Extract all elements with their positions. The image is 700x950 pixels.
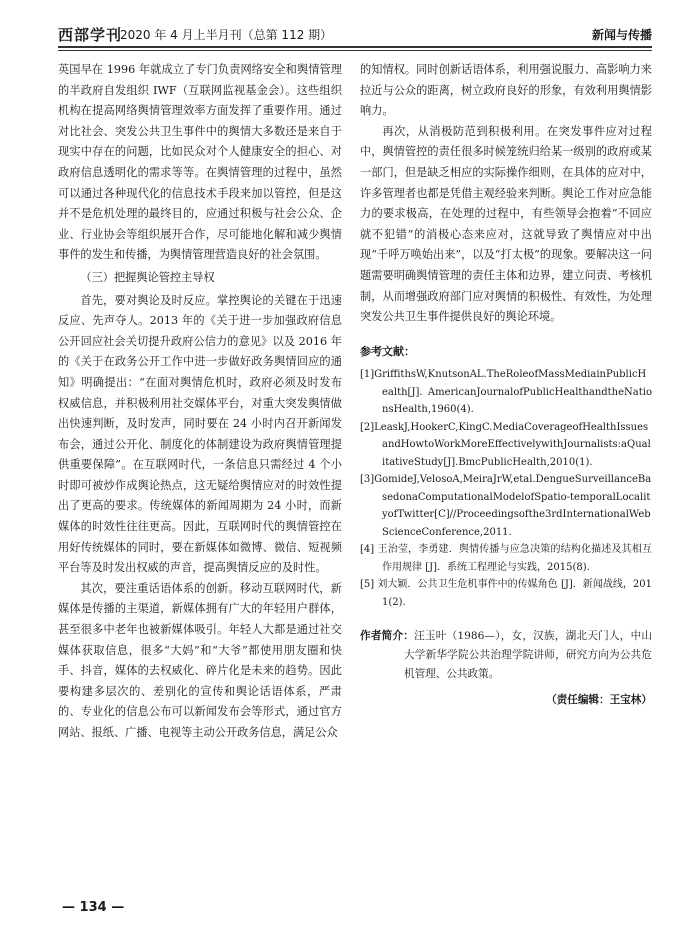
paragraph: 其次，要注重话语体系的创新。移动互联网时代，新媒体是传播的主渠道，新媒体拥有广大的年轻用户群体，甚至很多中老年也被新媒体吸引。年轻人大都是通过社交媒体获取信息，很多“大妈”和“大爷”都使用朋友圈和快手、抖音，媒体的去权威化、碎片化是未来的趋势。因此要构建多层次的、差别化的宣传和舆论话语体系，严肃的、专业化的信息公布可以新闻发布会等形式，通过官方网站、报纸、广播、电视等主动公开政务信息，满足公众: [58, 581, 342, 739]
author-bio: [360, 627, 652, 684]
issue-info: 2020 年 4 月上半月刊（总第 112 期）: [120, 28, 333, 42]
author-bio-label: 作者简介：: [360, 630, 415, 643]
journal-logo: 西部学刊: [58, 26, 123, 44]
responsible-editor: （责任编辑：王宝林）: [546, 694, 652, 707]
running-header: [58, 22, 652, 46]
paragraph: 的知情权。同时创新话语体系，利用强说服力、高影响力来拉近与公众的距离，树立政府良好的形象，有效利用舆情影响力。: [360, 63, 652, 118]
section-title: 新闻与传播: [591, 28, 652, 42]
page-number: — 134 —: [62, 900, 125, 915]
section-heading: （三）把握舆论管控主导权: [80, 270, 215, 284]
author-bio-text: 汪玉叶（1986—），女，汉族，湖北天门人，中山大学新华学院公共治理学院讲师，研究方向为公共危机管理、公共政策。: [404, 630, 653, 681]
references-title: 参考文献：: [360, 344, 415, 358]
paragraph: 再次，从消极防范到积极利用。在突发事件应对过程中，舆情管控的责任很多时候笼统归给某一级别的政府或某一部门，但是缺乏相应的实际操作细则，在具体的应对中，许多管理者也都是凭借主观经验来判断。舆论工作对应急能力的要求极高，在处理的过程中，有些领导会抱着“不回应就不犯错”的消极心态来应对，这就导致了舆情应对中出现“千呼万唤始出来”，以及“打太极”的现象。要解决这一问题需要明确舆情管理的责任主体和边界，建立问责、考核机制，从而增强政府部门应对舆情的积极性、有效性，为处理突发公共卫生事件提供良好的舆论环境。: [360, 124, 652, 324]
reference-item: [1]GriffithsW,KnutsonAL.TheRoleofMassMediainPublicHealth[J]. AmericanJournalofPublicHealthandtheNationsHealth,1960(4).: [360, 369, 652, 416]
paragraph: 首先，要对舆论及时反应。掌控舆论的关键在于迅速反应、先声夺人。2013 年的《关于进一步加强政府信息公开回应社会关切提升政府公信力的意见》以及 2016 年的《关于在政务公开工作中进一步做好政务舆情回应的通知》明确提出：“在面对舆情危机时，政府必须及时发布权威信息，并积极利用社交媒体平台，对重大突发舆情做出快速判断，及时发声，同时要在 24 小时内召开新闻发布会，通过公开化、制度化的体制建设为政府舆情管理提供重要保障”。在互联网时代，一条信息只需经过 4 个小时即可被炒作成舆论热点，这无疑给舆情应对的时效性提出了更高的要求。传统媒体的新闻周期为 24 小时，而新媒体的时效性往往更高。因此，互联网时代的舆情管控在用好传统媒体的同时，要在新媒体如微博、微信、短视频平台等及时发出权威的声音，提高舆情反应的及时性。: [58, 293, 342, 575]
left-column: [58, 60, 342, 744]
reference-item: [4] 王治莹，李勇建．舆情传播与应急决策的结构化描述及其相互作用规律 [J]．系统工程理论与实践，2015(8).: [360, 544, 652, 573]
reference-item: [3]GomideJ,VelosoA,MeiraJrW,etal.DengueSurveillanceBasedonaComputationalModelofSpatio-temporalLocalityofTwitter[C]//Proceedingsofthe3rdInternationalWebScienceConference,2011.: [360, 474, 652, 538]
paragraph: 英国早在 1996 年就成立了专门负责网络安全和舆情管理的半政府自发组织 IWF（互联网监视基金会）。这些组织机构在提高网络舆情管理效率方面发挥了重要作用。通过对比社会、突发公共卫生事件中的舆情大多数还是来自于现实中存在的问题，比如民众对个人健康安全的担心、对政府信息透明化的需求等等。在舆情管理的过程中，虽然可以通过各种现代化的信息技术手段来加以管控，但是这并不是危机处理的最终目的，应通过积极与社会公众、企业、行业协会等组织展开合作，尽可能地化解和减少舆情事件的发生和传播，为舆情管理营造良好的社会氛围。: [58, 63, 342, 262]
reference-item: [2]LeaskJ,HookerC,KingC.MediaCoverageofHealthIssuesandHowtoWorkMoreEffectivelywithJournalists:aQualitativeStudy[J].BmcPublicHealth,2010(1).: [360, 421, 651, 468]
reference-item: [5] 刘大颖．公共卫生危机事件中的传媒角色 [J]．新闻战线，2011(2).: [360, 579, 652, 608]
right-column: [360, 60, 652, 711]
header-rule-thin: [58, 50, 652, 51]
header-rule-thick: [58, 46, 652, 48]
